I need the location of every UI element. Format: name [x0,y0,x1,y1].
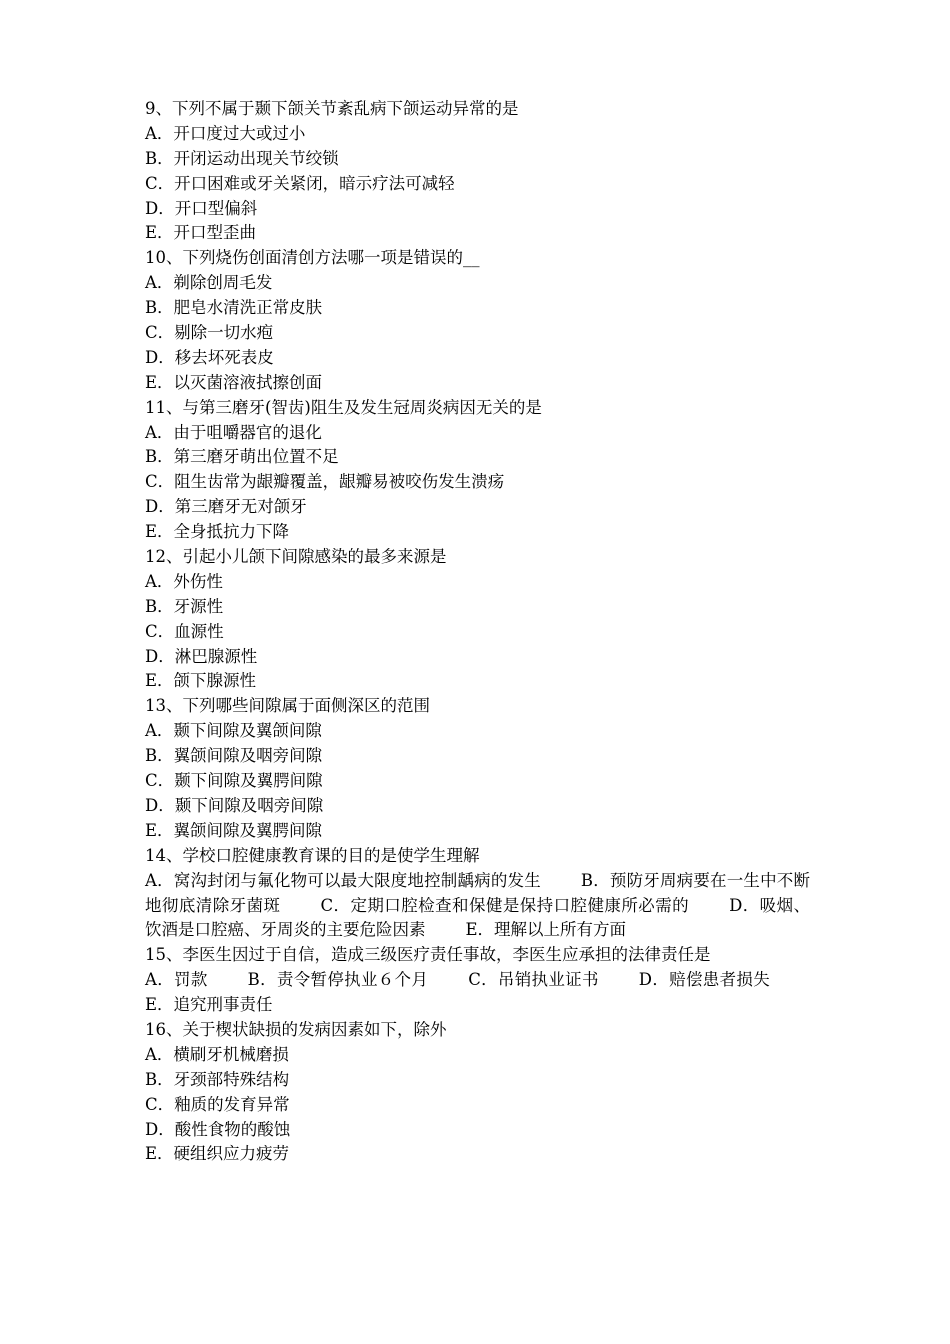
question-15-option-d: D．赔偿患者损失 [638,970,770,990]
question-10-option-b: B．肥皂水清洗正常皮肤 [145,298,323,318]
question-16-option-a: A．横刷牙机械磨损 [145,1044,289,1064]
question-16-option-c: C．釉质的发育异常 [145,1094,290,1114]
question-11-option-e: E．全身抵抗力下降 [145,522,290,542]
question-10-option-d: D．移去坏死表皮 [145,347,274,367]
question-14-option-b: B．预防牙周病要在一生中不断地彻底清除牙菌斑 [145,870,810,915]
question-13-option-d: D．颞下间隙及咽旁间隙 [145,795,324,815]
question-14-stem: 14、学校口腔健康教育课的目的是使学生理解 [145,845,480,865]
question-15-options [145,968,810,1018]
question-10-stem: 10、下列烧伤创面清创方法哪一项是错误的__ [145,248,480,268]
question-9-option-b: B．开闭运动出现关节绞锁 [145,148,339,168]
question-11-option-c: C．阻生齿常为龈瓣覆盖，龈瓣易被咬伤发生溃疡 [145,472,505,492]
question-9-option-a: A．开口度过大或过小 [145,123,306,143]
question-10-option-a: A．剃除创周毛发 [145,273,273,293]
question-11-option-d: D．第三磨牙无对颌牙 [145,497,307,517]
question-9-option-c: C．开口困难或牙关紧闭，暗示疗法可减轻 [145,173,455,193]
question-14-option-c: C．定期口腔检查和保健是保持口腔健康所必需的 [320,895,690,915]
question-14-options [145,869,810,944]
question-16-option-d: D．酸性食物的酸蚀 [145,1119,291,1139]
question-16-option-b: B．牙颈部特殊结构 [145,1069,290,1089]
question-15-option-a: A．罚款 [145,970,208,990]
question-10-option-c: C．剔除一切水疱 [145,323,274,343]
question-12-stem: 12、引起小儿颌下间隙感染的最多来源是 [145,547,447,567]
question-15-option-c: C．吊销执业证书 [468,970,599,990]
question-12-option-d: D．淋巴腺源性 [145,646,258,666]
question-13-option-c: C．颞下间隙及翼腭间隙 [145,771,323,791]
question-13-option-e: E．翼颌间隙及翼腭间隙 [145,820,323,840]
question-14-option-d: D．吸烟、饮酒是口腔癌、牙周炎的主要危险因素 [145,895,811,940]
question-12-option-e: E．颌下腺源性 [145,671,257,691]
question-11-option-a: A．由于咀嚼器官的退化 [145,422,322,442]
question-12-option-a: A．外伤性 [145,571,223,591]
question-12-option-b: B．牙源性 [145,596,224,616]
question-11-option-b: B．第三磨牙萌出位置不足 [145,447,339,467]
question-16-option-e: E．硬组织应力疲劳 [145,1144,290,1164]
question-14-option-e: E．理解以上所有方面 [465,920,627,940]
question-12-option-c: C．血源性 [145,621,224,641]
question-9-stem: 9、下列不属于颞下颌关节紊乱病下颌运动异常的是 [145,99,519,118]
question-11-stem: 11、与第三磨牙(智齿)阻生及发生冠周炎病因无关的是 [145,397,542,417]
question-10-option-e: E．以灭菌溶液拭擦创面 [145,372,323,392]
question-13-option-a: A．颞下间隙及翼颌间隙 [145,721,322,741]
question-16-stem: 16、关于楔状缺损的发病因素如下，除外 [145,1020,447,1040]
question-15-stem: 15、李医生因过于自信，造成三级医疗责任事故，李医生应承担的法律责任是 [145,945,711,965]
question-14-option-a: A．窝沟封闭与氟化物可以最大限度地控制龋病的发生 [145,870,541,890]
question-9-option-d: D．开口型偏斜 [145,198,258,218]
question-13-option-b: B．翼颌间隙及咽旁间隙 [145,746,323,766]
question-13-stem: 13、下列哪些间隙属于面侧深区的范围 [145,696,430,716]
question-9-option-e: E．开口型歪曲 [145,223,257,243]
question-15-option-e: E．追究刑事责任 [145,995,273,1015]
question-15-option-b: B．责令暂停执业６个月 [247,970,429,990]
document-page [145,97,810,1167]
